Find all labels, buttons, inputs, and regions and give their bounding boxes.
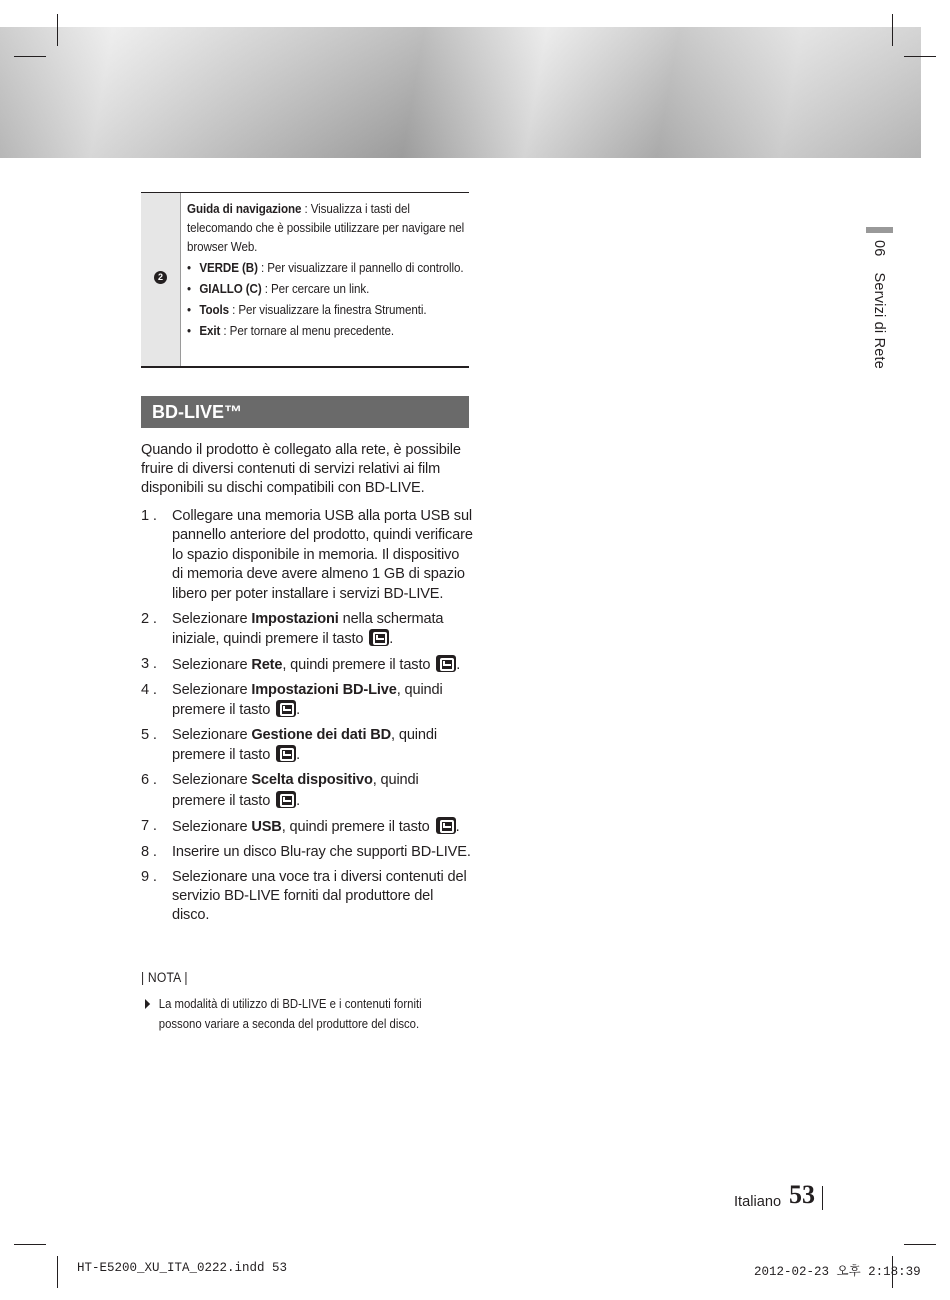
bullet-text: : Per visualizzare la finestra Strumenti.	[228, 302, 427, 317]
chapter-marker	[866, 227, 893, 233]
step-item: 2 . Selezionare Impostazioni nella schermata iniziale, quindi premere il tasto .	[141, 610, 444, 647]
enter-key-icon	[276, 745, 296, 762]
step-text: Selezionare	[172, 818, 252, 835]
step-number: 1 .	[141, 508, 157, 524]
step-number: 3 .	[141, 655, 157, 672]
step-text: Selezionare	[172, 681, 252, 698]
step-number: 6 .	[141, 772, 157, 789]
table-heading-term: Guida di navigazione	[187, 201, 302, 216]
enter-key-icon	[369, 629, 389, 646]
bullet-text: : Per tornare al menu precedente.	[220, 323, 395, 338]
steps-list	[141, 507, 473, 931]
chapter-title: Servizi di Rete	[871, 272, 887, 370]
enter-key-icon	[276, 791, 296, 808]
step-bold-term: Gestione dei dati BD	[251, 727, 392, 744]
crop-mark	[57, 1256, 58, 1288]
print-slug-date: 2012-02-23 오후 2:18:39	[754, 1265, 921, 1279]
list-item	[187, 321, 465, 340]
section-title: BD-LIVE™	[141, 396, 469, 428]
bullet-term: VERDE (B)	[199, 260, 258, 275]
enter-key-icon	[276, 700, 296, 717]
page-number: 53	[789, 1180, 815, 1209]
step-text: , quindi premere il tasto	[172, 772, 419, 809]
step-bold-term: Impostazioni	[251, 610, 339, 627]
step-text: Selezionare	[172, 727, 252, 744]
step-bold-term: USB	[251, 818, 282, 835]
step-text: , quindi premere il tasto	[282, 656, 431, 673]
step-bold-term: Scelta dispositivo	[251, 772, 373, 789]
bullet-term: GIALLO (C)	[199, 281, 262, 296]
step-text: Collegare una memoria USB alla porta USB sul pannello anteriore del prodotto, quindi verificare lo spazio disponibile in memoria. Il dispositivo di memoria deve avere almeno 1 GB di spazio libero per poter installare i servizi BD-LIVE.	[172, 508, 473, 602]
bullet-term: Tools	[199, 302, 229, 317]
step-number: 9 .	[141, 868, 157, 885]
header-banner	[0, 27, 921, 158]
enter-key-icon	[436, 655, 456, 672]
page-number-divider	[822, 1186, 823, 1210]
step-text: nella schermata iniziale, quindi premere il tasto	[172, 610, 444, 647]
step-item	[141, 868, 473, 926]
table-description-cell	[187, 199, 465, 340]
bullet-text: : Per cercare un link.	[261, 281, 370, 296]
step-item: 4 . Selezionare Impostazioni BD-Live, quindi premere il tasto .	[141, 681, 443, 719]
chapter-side-tab	[867, 240, 887, 390]
step-text: Selezionare una voce tra i diversi contenuti del servizio BD-LIVE forniti dal produttore del disco.	[172, 868, 467, 924]
step-number: 4 .	[141, 681, 157, 698]
table-heading	[187, 199, 465, 256]
bullet-text: : Per visualizzare il pannello di controllo.	[257, 260, 464, 275]
step-bold-term: Rete	[251, 656, 283, 673]
step-text: Selezionare	[172, 772, 252, 789]
step-item: 5 . Selezionare Gestione dei dati BD, quindi premere il tasto .	[141, 727, 437, 764]
crop-mark	[904, 1244, 936, 1245]
crop-mark	[14, 1244, 46, 1245]
step-text: Selezionare	[172, 610, 252, 627]
step-bold-term: Impostazioni BD-Live	[251, 681, 397, 698]
step-item: 3 . Selezionare Rete, quindi premere il tasto .	[141, 655, 461, 673]
note-text: La modalità di utilizzo di BD-LIVE e i contenuti forniti possono variare a seconda del produttore del disco.	[158, 996, 422, 1031]
crop-mark	[14, 56, 46, 57]
section-intro: Quando il prodotto è collegato alla rete, è possibile fruire di diversi contenuti di servizi relativi ai film disponibili su dischi compatibili con BD-LIVE.	[141, 442, 461, 497]
step-item	[141, 843, 473, 862]
row-number-badge: 2	[154, 271, 167, 284]
note-heading: | NOTA |	[141, 970, 188, 985]
triangle-bullet-icon	[145, 999, 150, 1009]
crop-mark	[57, 14, 58, 46]
step-text: Selezionare	[172, 656, 252, 673]
step-text: Inserire un disco Blu-ray che supporti BD-LIVE.	[172, 843, 471, 860]
step-item: 6 . Selezionare Scelta dispositivo, quindi premere il tasto .	[141, 772, 419, 809]
step-item: 7 . Selezionare USB, quindi premere il tasto .	[141, 817, 460, 835]
step-number: 2 .	[141, 610, 157, 627]
navigation-guide-table	[141, 192, 469, 368]
crop-mark	[904, 56, 936, 57]
step-text: , quindi premere il tasto	[281, 818, 430, 835]
step-number: 7 .	[141, 817, 157, 834]
list-item	[187, 258, 465, 277]
chapter-number: 06	[871, 240, 887, 257]
print-slug-file: HT-E5200_XU_ITA_0222.indd 53	[77, 1261, 288, 1275]
step-number: 5 .	[141, 727, 157, 744]
step-number: 8 .	[141, 843, 157, 860]
page-language: Italiano	[734, 1194, 782, 1210]
step-text: , quindi premere il tasto	[172, 727, 437, 764]
step-item	[141, 507, 473, 604]
note-body	[145, 994, 437, 1033]
list-item	[187, 300, 465, 319]
table-heading-text: : Visualizza i tasti del telecomando che è possibile utilizzare per navigare nel browser Web.	[187, 201, 465, 254]
enter-key-icon	[436, 817, 456, 834]
bullet-term: Exit	[199, 323, 221, 338]
crop-mark	[892, 14, 893, 46]
row-number-column	[141, 193, 181, 366]
step-text: , quindi premere il tasto	[172, 681, 443, 719]
list-item	[187, 279, 465, 298]
